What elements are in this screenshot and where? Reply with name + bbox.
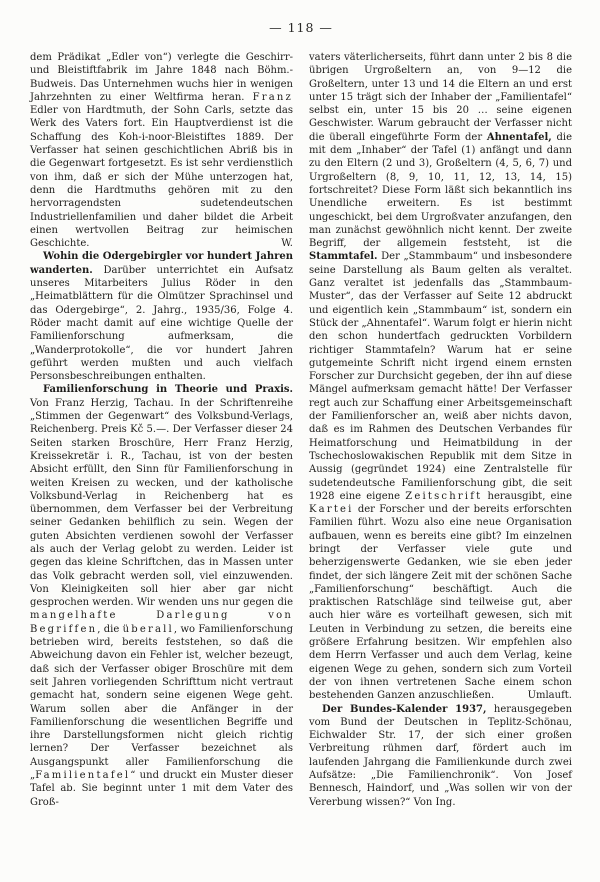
text-segment: dem Prädikat „Edler von“) verlegte die Geschirr- und Bleistiftfabrik im Jahre 1848 nach Böhm.-Budweis. Das Unternehmen wuchs hier in wenigen Jahrzehnten zu einer Weltfirma heran. (30, 52, 293, 103)
text-columns (30, 51, 572, 809)
emphasized-spaced-text: Kartei (309, 504, 354, 516)
text-segment: Der „Stammbaum“ und insbesondere seine Darstellung als Baum gelten als veraltet. Ganz veraltet ist jedenfalls das „Stammbaum-Muster“, das der Verfasser auf Seite 12 abdruckt und eigentlich kein „Stammbaum“ ist, sondern ein Stück der „Ahnentafel“. Warum folgt er hierin nicht den schon hundertfach gedruckten Vorbildern richtiger Stammtafeln? Warum hat er seine gutgemeinte Schrift nicht irgend einem ernsten Forscher zur Durchsicht gegeben, der ihn auf diese Mängel aufmerksam gemacht hätte! Der Verfasser regt auch zur Schaffung einer Arbeitsgemeinschaft der Familienforscher an, weiß aber nichts davon, daß es im Rahmen des Deutschen Verbandes für Heimatforschung und Heimatbildung in der Tschechoslowakischen Republik mit dem Sitze in Aussig (gegründet 1924) eine Zentralstelle für sudetendeutsche Familienforschung gibt, die seit 1928 eine eigene (309, 251, 572, 502)
text-segment: der Forscher und der bereits erforschten Familien führt. Wozu also eine neue Organisation aufbauen, wenn es bereits eine gibt? Im einzelnen bringt der Verfasser viele gute und beherzigenswerte Gedanken, wie sie eben jeder findet, der sich längere Zeit mit der schönen Sache „Familienforschung“ beschäftigt. Auch die praktischen Ratschläge sind teilweise gut, aber auch hier wäre es vorteilhaft gewesen, sich mit Leuten in Verbindung zu setzen, die bereits eine größere Erfahrung besitzen. Wir empfehlen also dem Herrn Verfasser und auch dem Verlag, keine eigenen Wege zu gehen, sondern sich zum Vorteil der von ihnen vertretenen Sache einem schon bestehenden Ganzen anzuschließen. (309, 504, 572, 702)
text-segment: Darüber unterrichtet ein Aufsatz unseres Mitarbeiters Julius Röder in den „Heimatblättern für die Olmützer Sprachinsel und das Odergebirge“, 2. Jahrg., 1935/36, Folge 4. Röder macht damit auf eine wichtige Quelle der Familienforschung aufmerksam, die „Wanderprotokolle“, die vor hundert Jahren geführt werden mußten und auch vielfach Personsbeschreibungen enthalten. (30, 264, 293, 383)
page-number: — 118 — (269, 20, 333, 35)
bold-lead-in: Wohin die Odergebirgler vor hundert Jahren wanderten. (30, 251, 293, 276)
column-left (30, 51, 293, 809)
paragraph (309, 703, 572, 809)
emphasized-spaced-text: Zeitschrift (405, 490, 483, 502)
author-signature: Umlauft. (527, 690, 572, 702)
text-segment: vaters väterlicherseits, führt dann unter 2 bis 8 die übrigen Urgroßeltern an, von 9—12 die Großeltern, unter 13 und 14 die Eltern an und erst unter 15 trägt sich der Inhaber der „Familientafel“ selbst ein, unter 15 bis 20 … seine eigenen Geschwister. Warum gebraucht der Verfasser nicht die überall eingeführte Form der (309, 52, 572, 143)
text-segment: “ und druckt ein Muster dieser Tafel ab. Sie beginnt unter 1 mit dem Vater des Groß- (30, 770, 293, 808)
text-segment: , die (97, 623, 123, 635)
paragraph (30, 383, 293, 809)
paragraph (30, 51, 293, 250)
bold-lead-in: Stammtafel. (309, 251, 378, 263)
bold-lead-in: Der Bundes-Kalender 1937, (322, 703, 487, 715)
bold-lead-in: Ahnentafel, (486, 131, 552, 143)
text-segment: Von Franz Herzig, Tachau. In der Schriftenreihe „Stimmen der Gegenwart“ des Volksbund-Verlags, Reichenberg. Preis Kč 5.—. Der Verfasser dieser 24 Seiten starken Broschüre, Herr Franz Herzig, Kreissekretär i. R., Tachau, ist von der besten Absicht erfüllt, den Sinn für Familienforschung in weiten Kreisen zu wecken, und der katholische Volksbund-Verlag in Reichenberg hat es übernommen, dem Verfasser bei der Verbreitung seiner Gedanken behilflich zu sein. Wegen der guten Absichten verdienen sowohl der Verfasser als auch der Verlag gelobt zu werden. Leider ist gegen das kleine Schriftchen, das in Massen unter das Volk gebracht werden soll, viel einzuwenden. Von Kleinigkeiten soll hier aber gar nicht gesprochen werden. Wir wenden uns nur gegen die (30, 397, 293, 609)
emphasized-spaced-text: überall (122, 623, 174, 635)
paragraph (30, 250, 293, 383)
text-segment: herausgibt, eine (482, 490, 572, 502)
emphasized-spaced-text: mangelhafte Darlegung von Begriffen (30, 610, 293, 635)
emphasized-spaced-text: Franz (252, 91, 293, 103)
text-segment: Edler von Hardtmuth, der Sohn Carls, setzte das Werk des Vaters fort. Ein Hauptverdienst ist die Schaffung des Koh-i-noor-Bleistiftes 1889. Der Verfasser hat seinen geschichtlichen Abriß bis in die Gegenwart fortgesetzt. Es ist sehr verdienstlich von ihm, daß er sich der Mühe unterzogen hat, denn die Hardtmuths gehören mit zu den hervorragendsten sudetendeutschen Industriellenfamilien und daher bildet die Arbeit einen wertvollen Beitrag zur heimischen Geschichte. (30, 105, 293, 250)
text-segment: herausgegeben vom Bund der Deutschen in Teplitz-Schönau, Eichwalder Str. 17, der sich einer großen Verbreitung rühmen darf, fördert auch im laufenden Jahrgang die Familienkunde durch zwei Aufsätze: „Die Familienchronik“. Von Josef Bennesch, Haindorf, und „Was sollen wir von der Vererbung wissen?“ Von Ing. (309, 703, 573, 808)
column-right (309, 51, 572, 809)
text-segment: die mit dem „Inhaber“ der Tafel (1) anfängt und dann zu den Eltern (2 und 3), Großeltern (4, 5, 6, 7) und Urgroßeltern (8, 9, 10, 11, 12, 13, 14, 15) fortschreitet? Diese Form läßt sich bekanntlich ins Unendliche erweitern. Es ist bestimmt ungeschickt, bei dem Urgroßvater anzufangen, den man zunächst gewöhnlich nicht kennt. Der zweite Begriff, der allgemein feststeht, ist die (309, 131, 573, 250)
emphasized-spaced-text: Familientafel (35, 770, 131, 782)
bold-lead-in: Familienforschung in Theorie und Praxis. (43, 384, 293, 396)
text-segment: , wo Familienforschung betrieben wird, bereits feststehen, so daß die Abweichung davon ein Fehler ist, welcher bezeugt, daß sich der Verfasser obiger Broschüre mit dem seit Jahren vorliegenden Schrifttum nicht vertraut gemacht hat, sondern seine eigenen Wege geht. Warum sollen aber die Anfänger in der Familienforschung die wesentlichen Begriffe und ihre Darstellungsformen nicht gleich richtig lernen? Der Verfasser bezeichnet als Ausgangspunkt aller Familienforschung die „ (30, 623, 293, 782)
author-signature: W. (281, 238, 293, 250)
paragraph (309, 51, 572, 703)
